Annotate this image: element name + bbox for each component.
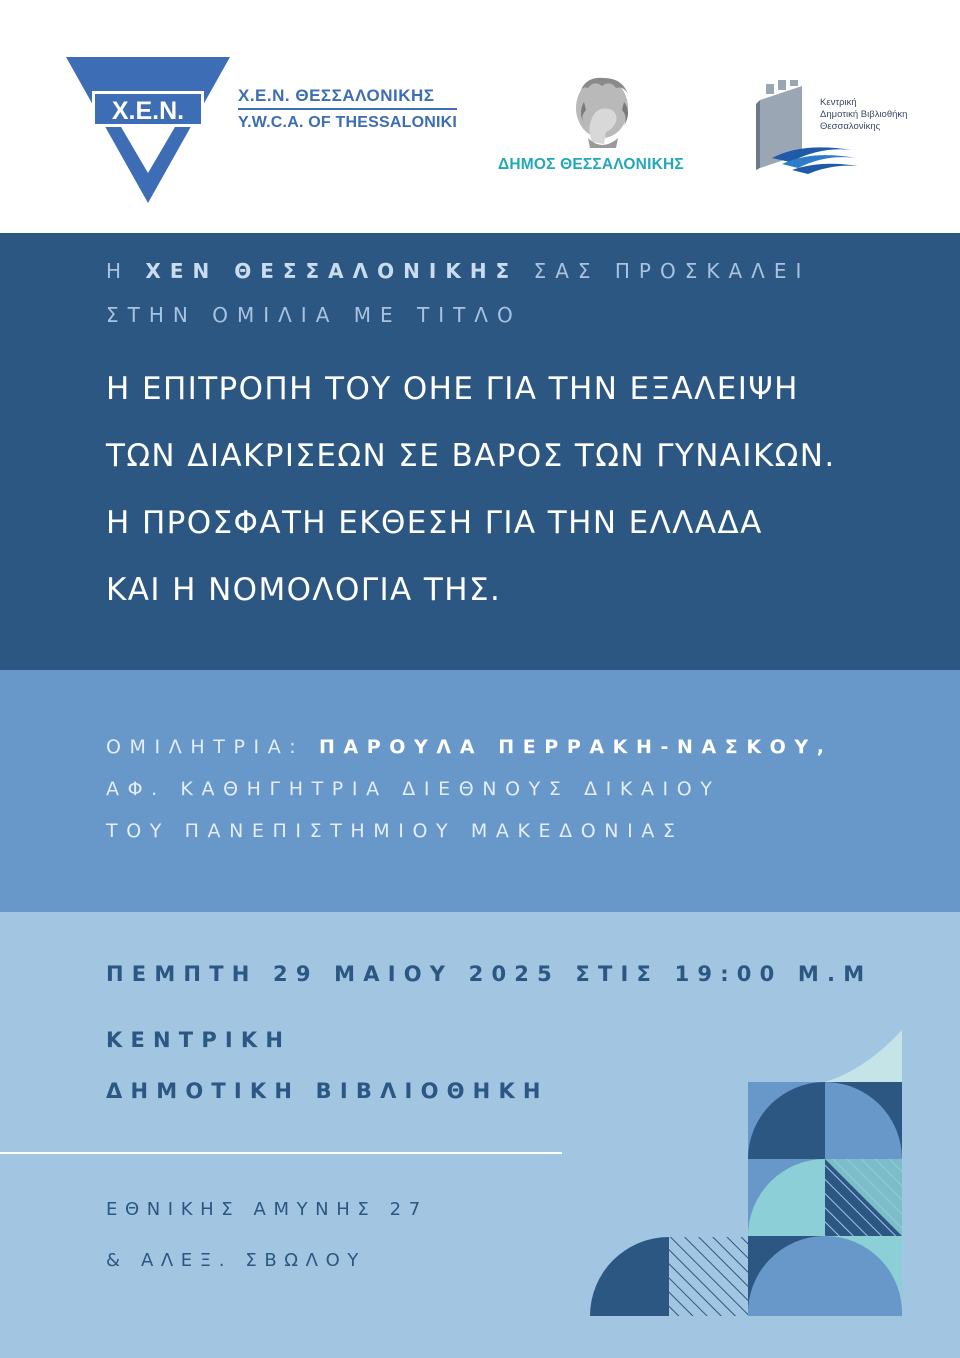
talk-title-line-4: ΚΑΙ Η ΝΟΜΟΛΟΓΙΑ ΤΗΣ. bbox=[106, 572, 502, 608]
ywca-name bbox=[238, 86, 457, 132]
venue-line-2: ΔΗΜΟΤΙΚΗ ΒΙΒΛΙΟΘΗΚΗ bbox=[106, 1079, 549, 1103]
speaker-line bbox=[106, 736, 833, 758]
speaker-name: ΠΑΡΟΥΛΑ ΠΕΡΡΑΚΗ-ΝΑΣΚΟΥ, bbox=[318, 736, 833, 758]
venue-line-1: ΚΕΝΤΡΙΚΗ bbox=[106, 1028, 292, 1052]
library-name-line: Δημοτική Βιβλιοθήκη bbox=[820, 109, 908, 120]
library-name bbox=[820, 97, 907, 133]
library-name-line: Κεντρική bbox=[820, 97, 857, 108]
speaker-role-1: ΑΦ. ΚΑΘΗΓΗΤΡΙΑ ΔΙΕΘΝΟΥΣ ΔΙΚΑΙΟΥ bbox=[106, 778, 721, 800]
talk-title-line-3: Η ΠΡΟΣΦΑΤΗ ΕΚΘΕΣΗ ΓΙΑ ΤΗΝ ΕΛΛΑΔΑ bbox=[106, 505, 763, 541]
speaker-role-2: ΤΟΥ ΠΑΝΕΠΙΣΤΗΜΙΟΥ ΜΑΚΕΔΟΝΙΑΣ bbox=[106, 820, 684, 842]
ywca-triangle-logo-icon bbox=[62, 55, 234, 205]
ywca-name-greek: Χ.Ε.Ν. ΘΕΣΣΑΛΟΝΙΚΗΣ bbox=[238, 86, 457, 110]
speaker-label: ΟΜΙΛΗΤΡΙΑ: bbox=[106, 736, 319, 758]
ywca-name-english: Y.W.C.A. OF THESSALONIKI bbox=[238, 114, 458, 131]
invitation-line-1 bbox=[106, 259, 810, 283]
divider-line bbox=[0, 1152, 562, 1154]
talk-title-line-1: Η ΕΠΙΤΡΟΠΗ ΤΟΥ ΟΗΕ ΓΙΑ ΤΗΝ ΕΞΑΛΕΙΨΗ bbox=[106, 371, 799, 407]
address-line-2: & ΑΛΕΞ. ΣΒΩΛΟΥ bbox=[106, 1250, 366, 1271]
organizer-name: ΧΕΝ ΘΕΣΣΑΛΟΝΙΚΗΣ bbox=[145, 259, 519, 283]
library-name-line: Θεσσαλονίκης bbox=[820, 121, 881, 132]
invitation-line-2: ΣΤΗΝ ΟΜΙΛΙΑ ΜΕ ΤΙΤΛΟ bbox=[106, 303, 522, 327]
invitation-prefix: Η bbox=[106, 259, 146, 283]
geometric-pattern-decoration bbox=[590, 1030, 920, 1330]
municipality-name: ΔΗΜΟΣ ΘΕΣΣΑΛΟΝΙΚΗΣ bbox=[498, 156, 684, 173]
invitation-suffix: ΣΑΣ ΠΡΟΣΚΑΛΕΙ bbox=[518, 259, 811, 283]
event-datetime: ΠΕΜΠΤΗ 29 ΜΑΙΟΥ 2025 ΣΤΙΣ 19:00 Μ.Μ bbox=[106, 962, 873, 986]
talk-title-line-2: ΤΩΝ ΔΙΑΚΡΙΣΕΩΝ ΣΕ ΒΑΡΟΣ ΤΩΝ ΓΥΝΑΙΚΩΝ. bbox=[106, 438, 836, 474]
ywca-mark-text: Χ.Ε.Ν. bbox=[111, 97, 185, 125]
address-line-1: ΕΘΝΙΚΗΣ ΑΜΥΝΗΣ 27 bbox=[106, 1199, 428, 1220]
alexander-head-icon bbox=[566, 72, 638, 152]
